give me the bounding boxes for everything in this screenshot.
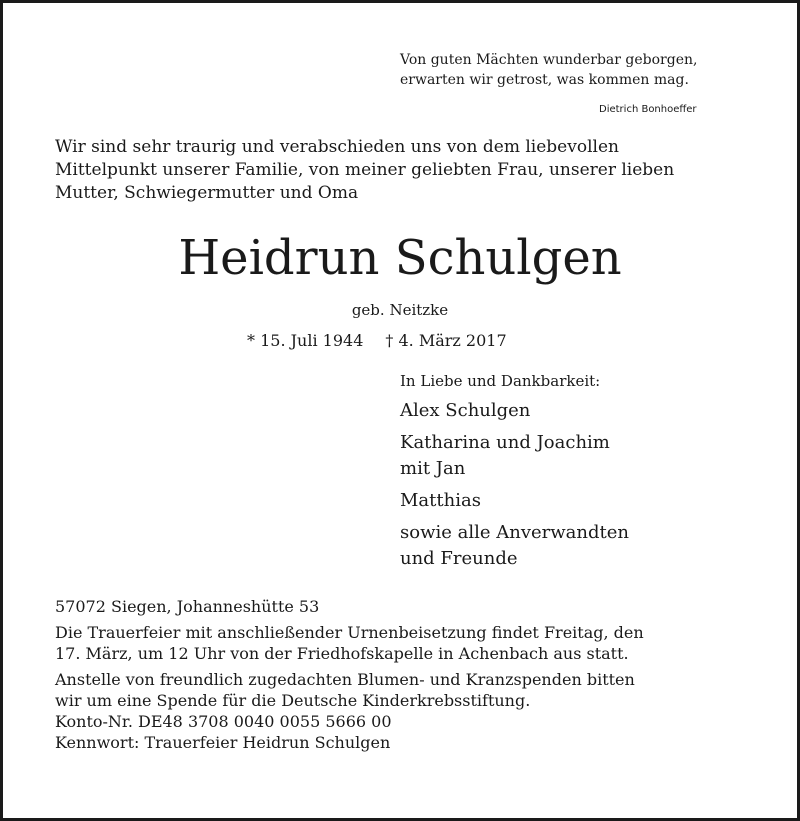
quote-line: erwarten wir getrost, was kommen mag. xyxy=(400,72,689,88)
family-member xyxy=(400,398,629,424)
funeral-details xyxy=(55,596,755,753)
donation-line: Anstelle von freundlich zugedachten Blumen- und Kranzspenden bitten xyxy=(55,670,635,689)
quote-line: Von guten Mächten wunderbar geborgen, xyxy=(400,52,698,68)
ceremony-info xyxy=(55,622,755,664)
intro-text xyxy=(55,136,755,205)
family-member xyxy=(400,430,629,482)
quote-author: Dietrich Bonhoeffer xyxy=(599,104,697,115)
member-line: mit Jan xyxy=(400,458,466,479)
family-member xyxy=(400,520,629,572)
intro-line: Wir sind sehr traurig und verabschieden uns von dem liebevollen xyxy=(55,137,619,157)
member-line: Matthias xyxy=(400,490,481,511)
deceased-name: Heidrun Schulgen xyxy=(178,230,622,286)
birth-date: * 15. Juli 1944 xyxy=(247,331,364,350)
donation-info xyxy=(55,669,755,753)
intro-line: Mutter, Schwiegermutter und Oma xyxy=(55,183,359,203)
death-date: † 4. März 2017 xyxy=(385,331,507,350)
ceremony-line: 17. März, um 12 Uhr von der Friedhofskapelle in Achenbach aus statt. xyxy=(55,644,629,663)
intro-line: Mittelpunkt unserer Familie, von meiner geliebten Frau, unserer lieben xyxy=(55,160,675,180)
donation-keyword: Kennwort: Trauerfeier Heidrun Schulgen xyxy=(55,733,391,752)
life-dates xyxy=(247,330,529,352)
family-member xyxy=(400,488,629,514)
member-line: Katharina und Joachim xyxy=(400,432,610,453)
member-line: und Freunde xyxy=(400,548,518,569)
bonhoeffer-quote xyxy=(400,50,697,90)
address: 57072 Siegen, Johanneshütte 53 xyxy=(55,597,320,616)
member-line: sowie alle Anverwandten xyxy=(400,522,629,543)
ceremony-line: Die Trauerfeier mit anschließender Urnenbeisetzung findet Freitag, den xyxy=(55,623,644,642)
account-number: Konto-Nr. DE48 3708 0040 0055 5666 00 xyxy=(55,712,392,731)
family-list xyxy=(400,370,629,578)
donation-line: wir um eine Spende für die Deutsche Kinderkrebsstiftung. xyxy=(55,691,531,710)
member-line: Alex Schulgen xyxy=(400,400,531,421)
family-intro: In Liebe und Dankbarkeit: xyxy=(400,372,601,390)
maiden-name: geb. Neitzke xyxy=(351,301,449,319)
